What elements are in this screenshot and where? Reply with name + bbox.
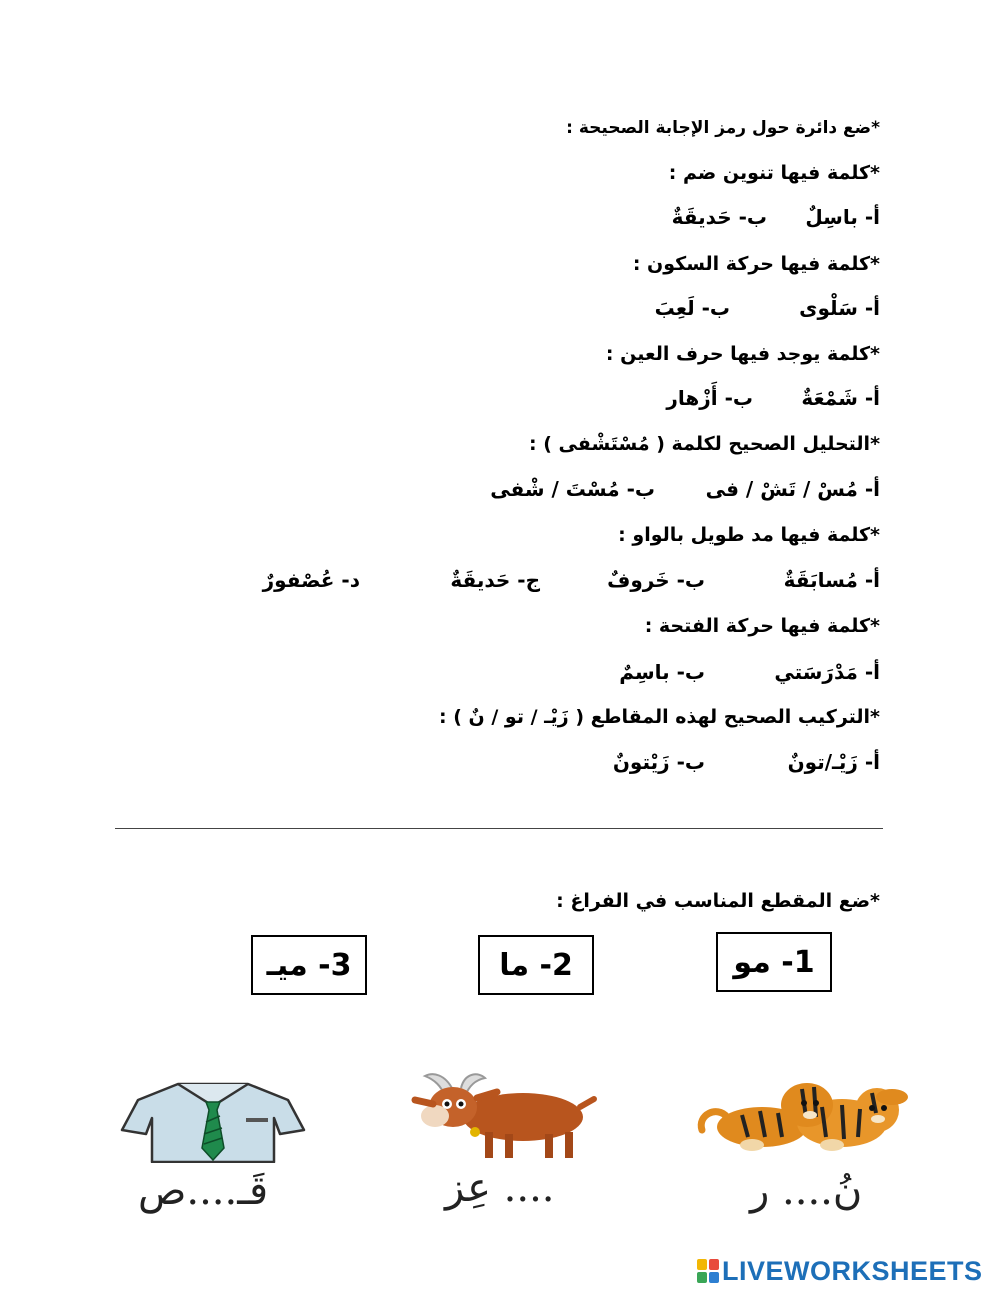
question-6-prompt: *كلمة فيها حركة الفتحة :	[644, 615, 880, 637]
question-7-prompt: *التركيب الصحيح لهذه المقاطع ( زَيْـ / تو / نٌ ) :	[439, 706, 880, 728]
logo-grid-icon	[697, 1259, 719, 1283]
question-5-option-a[interactable]: أ- مُسابَقَةٌ	[783, 568, 880, 592]
question-1-option-a[interactable]: أ- باسِلٌ	[805, 205, 880, 229]
question-4-option-b[interactable]: ب- مُسْتَ / شْفى	[490, 477, 655, 501]
question-3-option-b[interactable]: ب- أَزْهار	[666, 386, 753, 410]
question-5-option-c[interactable]: ج- حَديقَةٌ	[450, 568, 540, 592]
syllable-box-2[interactable]: 2- ما	[478, 935, 594, 995]
question-3-option-a[interactable]: أ- شَمْعَةٌ	[801, 386, 880, 410]
tiger-word: نُ.... ر	[750, 1168, 863, 1214]
question-2-prompt: *كلمة فيها حركة السكون :	[632, 253, 880, 275]
question-7-option-b[interactable]: ب- زَيْتونٌ	[612, 750, 705, 774]
question-5-option-b[interactable]: ب- خَروفٌ	[607, 568, 705, 592]
syllable-box-1[interactable]: 1- مو	[716, 932, 832, 992]
question-3-prompt: *كلمة يوجد فيها حرف العين :	[605, 343, 880, 365]
question-2-option-a[interactable]: أ- سَلْوى	[799, 296, 880, 320]
question-4-option-a[interactable]: أ- مُسْ / تَشْ / فى	[705, 477, 880, 501]
instruction-fill-syllable: *ضع المقطع المناسب في الفراغ :	[556, 890, 880, 912]
question-6-option-a[interactable]: أ- مَدْرَسَتي	[774, 660, 880, 684]
question-7-option-a[interactable]: أ- زَيْـ/تونٌ	[787, 750, 880, 774]
question-2-option-b[interactable]: ب- لَعِبَ	[654, 296, 730, 320]
shirt-word: قَـ....ص	[138, 1168, 269, 1214]
syllable-box-3[interactable]: 3- ميـ	[251, 935, 367, 995]
section-divider	[115, 828, 883, 829]
question-5-prompt: *كلمة فيها مد طويل بالواو :	[618, 524, 880, 546]
question-4-prompt: *التحليل الصحيح لكلمة ( مُسْتَشْفى ) :	[529, 433, 880, 455]
tiger-picture	[692, 1075, 917, 1155]
goat-word: .... عِز	[445, 1165, 555, 1211]
question-1-option-b[interactable]: ب- حَديقَةٌ	[671, 205, 767, 229]
question-5-option-d[interactable]: د- عُصْفورٌ	[262, 568, 360, 592]
shirt-picture	[118, 1078, 308, 1163]
question-6-option-b[interactable]: ب- باسِمٌ	[619, 660, 705, 684]
liveworksheets-logo	[697, 1256, 983, 1286]
goat-picture	[405, 1072, 600, 1162]
instruction-circle-answer: *ضع دائرة حول رمز الإجابة الصحيحة :	[566, 118, 880, 138]
question-1-prompt: *كلمة فيها تنوين ضم :	[668, 162, 880, 184]
logo-text: LIVEWORKSHEETS	[722, 1255, 983, 1286]
